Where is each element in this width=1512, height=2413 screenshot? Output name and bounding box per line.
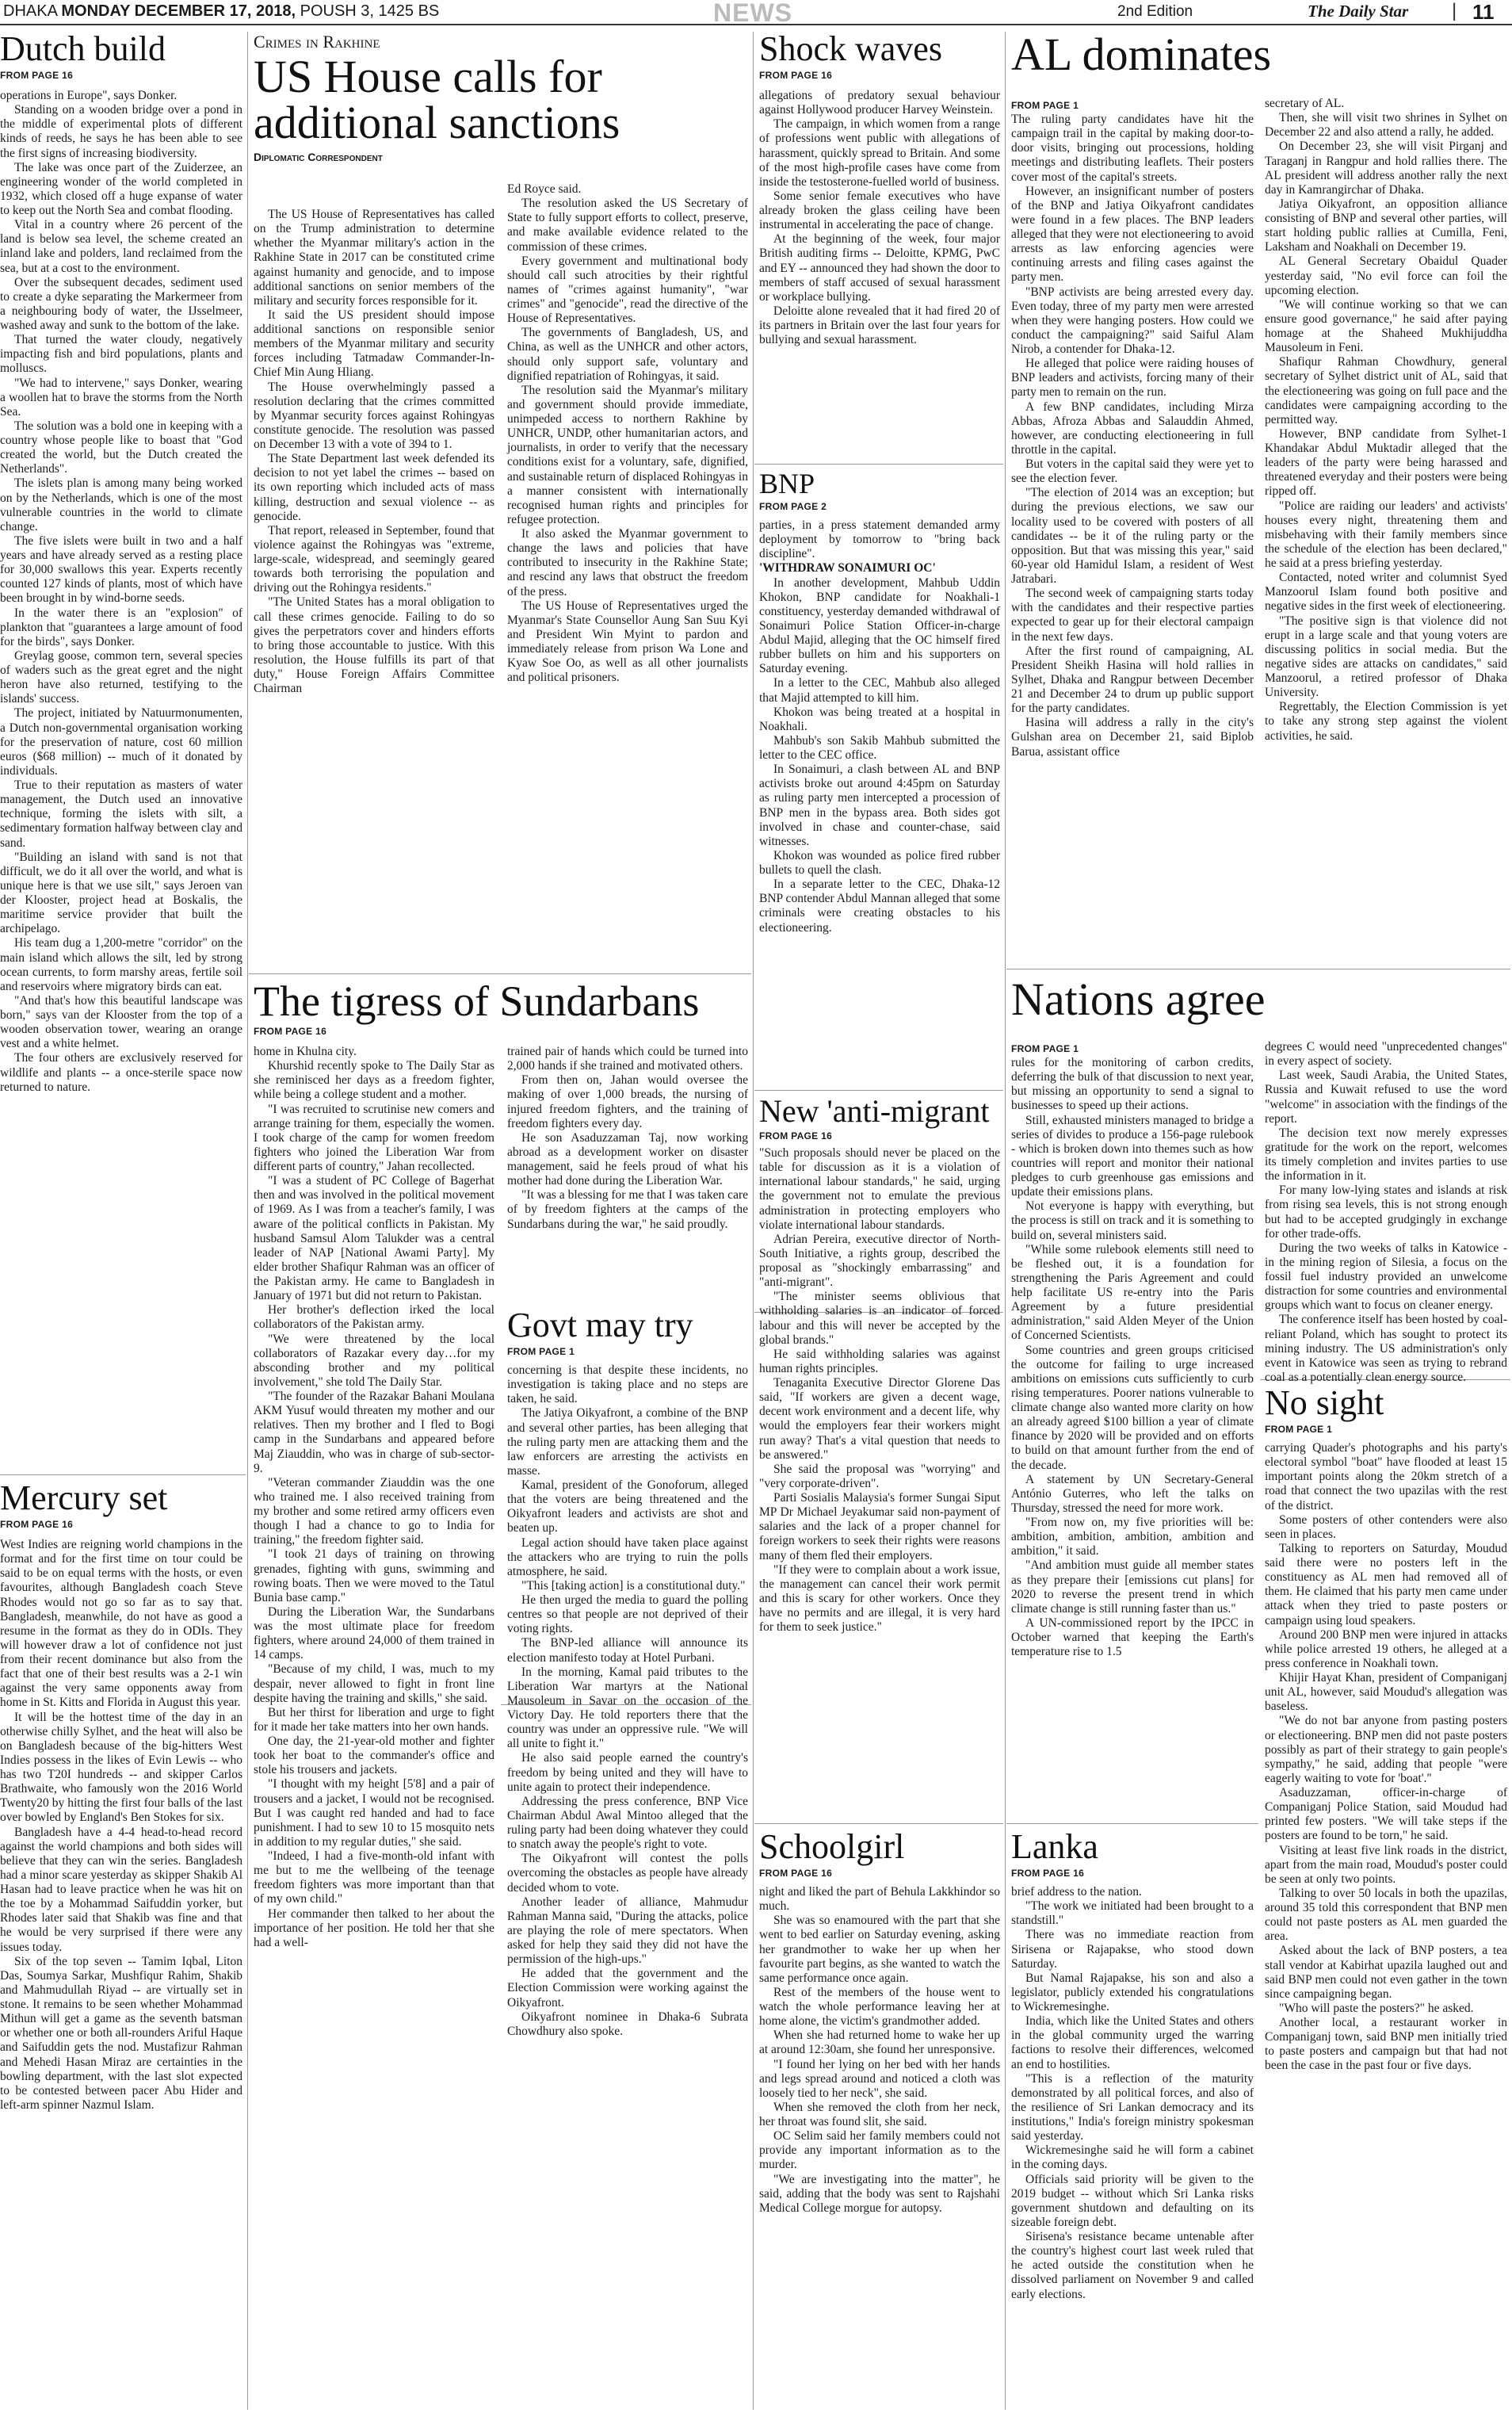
paragraph: However, an insignificant number of posters of the BNP and Jatiya Oikyafront candidates were found in a few places. The BNP leaders alleged that they were not electioneering to avoid arrests as law enforcing agencies were continuing arrests and filing cases against the party men. — [1011, 184, 1254, 285]
paragraph: "The work we initiated had been brought to a standstill." — [1011, 1899, 1254, 1928]
story-divider — [754, 464, 1003, 465]
paragraph: "The election of 2014 was an exception; but during the previous elections, we saw our locality used to be covered with posters of all candidates -- be it of the ruling party or the opposition. But that was missing this year," said 60-year old Hamidul Islam, a resident of West Jatrabari. — [1011, 486, 1254, 587]
paragraph: The ruling party candidates have hit the campaign trail in the capital by making door-to-door visits, bringing out processions, holding meetings and distributing leaflets. Their posters cover most of the capital's streets. — [1011, 113, 1254, 184]
paragraph: OC Selim said her family members could not provide any important information as to the murder. — [759, 2129, 1000, 2172]
paragraph: carrying Quader's photographs and his party's electoral symbol "boat" have flooded at least 15 important points along the 20km stretch of a road that connect the two upazilas with the rest of the district. — [1265, 1441, 1507, 1512]
paragraph: The islets plan is among many being worked on by the Netherlands, which is one of the most vulnerable countries in the world to climate change. — [0, 476, 242, 533]
paragraph: Shafiqur Rahman Chowdhury, general secretary of Sylhet district unit of AL, said that the electioneering was going on full pace and the candidates were campaigning according to the permitted way. — [1265, 355, 1507, 426]
paragraph: A UN-commissioned report by the IPCC in October warned that keeping the Earth's temperature rise to 1.5 — [1011, 1616, 1254, 1659]
paragraph: West Indies are reigning world champions in the format and for the first time on tour could be said to be on equal terms with the hosts, or even favourites, although Bangladesh coach Steve Rhodes would not go so far as to say that. Bangladesh, meanwhile, do not have as good a resume in the format as they do in ODIs. They will however draw a lot of confidence not just from their recent dominance but also from the fact that one of their best results was a 2-1 win against the very same opponents away from home in St. Kitts and Florida in August this year. — [0, 1538, 242, 1710]
story-divider — [754, 1823, 1003, 1824]
paragraph: In Sonaimuri, a clash between AL and BNP activists broke out around 4:45pm on Saturday as ruling party men intercepted a procession of BNP men in the bypass area. Both sides got involved in chase and counter-chase, said witnesses. — [759, 763, 1000, 848]
article-body-col-2 — [1265, 1040, 1507, 1384]
paragraph: During the Liberation War, the Sundarbans was the most ultimate place for freedom fighters, where around 24,000 of them trained in 14 camps. — [254, 1604, 494, 1662]
paragraph: The Jatiya Oikyafront, a combine of the BNP and several other parties, has been alleging that the ruling party men are attacking them and the law enforcers are arresting the activists en masse. — [507, 1406, 748, 1478]
paragraph: Not everyone is happy with everything, but the process is still on track and it is something to build on, several ministers said. — [1011, 1199, 1254, 1242]
story-us-house — [254, 32, 750, 967]
paragraph: Khokon was wounded as police fired rubber bullets to quell the clash. — [759, 848, 1000, 877]
dateline — [3, 2, 439, 21]
headline: Mercury set — [0, 1478, 168, 1517]
paragraph: The solution was a bold one in keeping with a country whose people like to boast that "God created the world, but the Dutch created the Netherlands". — [0, 419, 242, 476]
paragraph: "I was recruited to scrutinise new comers and arrange training for them, especially the women. I took charge of the camp for women freedom fighters who joined the Liberation War from different parts of country," Jahan recollected. — [254, 1102, 494, 1173]
paragraph: concerning is that despite these incidents, no investigation is taking place and no steps are taken, he said. — [507, 1363, 748, 1406]
paragraph: Her commander then talked to her about the importance of her position. He told her that she had a well- — [254, 1906, 494, 1949]
paragraph: night and liked the part of Behula Lakkhindor so much. — [759, 1885, 1000, 1914]
byline: Diplomatic Correspondent — [254, 151, 383, 163]
paragraph: He son Asaduzzaman Taj, now working abroad as a development worker on disaster management, said he feels proud of what his mother had done during the Liberation War. — [507, 1130, 748, 1188]
paragraph: One day, the 21-year-old mother and fighter took her boat to the commander's office and stole his trousers and jackets. — [254, 1734, 494, 1777]
paragraph: Still, exhausted ministers managed to bridge a series of divides to produce a 156-page rulebook - which is broken down into themes such as how countries will report and monitor their national pledges to curb greenhouse gas emissions and update their emissions plans. — [1011, 1113, 1254, 1199]
paragraph: Khijir Hayat Khan, president of Companiganj unit AL, however, said Moudud's allegation was baseless. — [1265, 1671, 1507, 1714]
paragraph: The decision text now merely expresses gratitude for the work on the report, welcomes its timely completion and invites parties to use the information in it. — [1265, 1126, 1507, 1184]
paragraph: "This is a reflection of the maturity demonstrated by all political forces, and also of the resilience of Sri Lankan democracy and its institutions," India's foreign ministry spokesman said yesterday. — [1011, 2071, 1254, 2143]
paragraph: "I thought with my height [5'8] and a pair of trousers and a jacket, I would not be recognised. But I was caught red handed and had to face punishment. I had to sew 10 to 15 mosquito nets in addition to my regular duties," she said. — [254, 1777, 494, 1849]
story-mercury-set — [0, 1478, 244, 2410]
article-body — [0, 89, 242, 1468]
paragraph: He alleged that police were raiding houses of BNP leaders and activists, forcing many of their party men to remain on the run. — [1011, 357, 1254, 400]
paragraph: degrees C would need "unprecedented changes" in every aspect of society. — [1265, 1040, 1507, 1069]
paragraph: The US House of Representatives has called on the Trump administration to determine whether the Myanmar military's action in the Rakhine State in 2017 can be constituted crime against humanity and genocide, and to impose additional sanctions on senior members of the military and security forces responsible for it. — [254, 208, 494, 308]
article-body-col-1 — [1011, 1040, 1254, 1817]
paragraph: "And ambition must guide all member states as they prepare their [emissions cut plans] for 2020 to reverse the present trend in which climate change is still running faster than us." — [1011, 1558, 1254, 1616]
jump-line: FROM PAGE 16 — [759, 1868, 833, 1879]
article-body-col-2 — [1265, 97, 1507, 962]
paragraph: "The founder of the Razakar Bahani Moulana AKM Yusuf would threaten my mother and our relatives. Then my brother and I fled to Bogi camp in the Sundarbans and appeared before Maj Ziauddin, who was in charge of sub-sector-9. — [254, 1390, 494, 1475]
paragraph: The four others are exclusively reserved for wildlife and plants -- a once-sterile space now returned to nature. — [0, 1051, 242, 1094]
paragraph: Rest of the members of the house went to watch the whole performance leaving her at home alone, the victim's grandmother added. — [759, 1985, 1000, 2029]
paragraph: Another leader of alliance, Mahmudur Rahman Manna said, "During the attacks, police are playing the role of mere spectators. When asked for help they said they did not have the permission of the high-ups." — [507, 1895, 748, 1967]
paragraph: "Who will paste the posters?" he asked. — [1279, 2001, 1474, 2015]
paragraph: The resolution asked the US Secretary of State to fully support efforts to collect, preserve, and make available evidence related to the commission of these crimes. — [507, 197, 748, 254]
section-label: NEWS — [713, 0, 792, 27]
article-body — [0, 1538, 242, 2408]
story-bnp — [759, 469, 1002, 1086]
story-al-dominates — [1011, 29, 1510, 964]
paragraph: The campaign, in which women from a range of professions went public with allegations of harassment, quickly spread to Britain. And some of the most high-profile cases have come from inside the testosterone-fuelled world of business. — [759, 117, 1000, 189]
paragraph: When she had returned home to wake her up at around 12:30am, she found her unresponsive. — [759, 2029, 1000, 2057]
paragraph: But her thirst for liberation and urge to fight for it made her take matters into her own hands. — [254, 1705, 494, 1734]
paragraph: "This [taking action] is a constitutional duty." — [521, 1578, 746, 1593]
paragraph: He said withholding salaries was against human rights principles. — [759, 1347, 1000, 1375]
paragraph: The resolution said the Myanmar's military and government should provide immediate, unimpeded access to northern Rakhine by UNHCR, UNDP, other humanitarian actors, and journalists, in order to verify that the necessary conditions exist for a voluntary, safe, dignified, and sustainable return of displaced Rohingyas in a manner consistent with internationally recognised human rights and principles for refugee protection. — [507, 383, 748, 526]
paragraph: Mahbub's son Sakib Mahbub submitted the letter to the CEC office. — [759, 733, 1000, 762]
paragraph: Greylag goose, common tern, several species of waders such as the great egret and the night heron have also returned, testifying to the islands' success. — [0, 648, 242, 706]
paragraph: Talking to over 50 locals in both the upazilas, around 35 told this correspondent that BNP men could not paste posters as AL men guarded the area. — [1265, 1886, 1507, 1944]
paragraph: In the morning, Kamal paid tributes to the Liberation War martyrs at the National Mausoleum in Savar on the occasion of the Victory Day. He told reporters there that the country was under an oppressive rule. "We will all unite to fight it." — [507, 1665, 748, 1751]
paragraph: The conference itself has been hosted by coal-reliant Poland, which has sought to protect its mining industry. The US administration's only event in Katowice was seen as trying to rebrand coal as a potentially clean energy source. — [1265, 1313, 1507, 1384]
paragraph: parties, in a press statement demanded army deployment by tomorrow to "bring back discipline". — [759, 518, 1000, 561]
paragraph: Ed Royce said. — [507, 182, 582, 196]
edition-label: 2nd Edition — [1117, 3, 1193, 20]
dateline-date: MONDAY DECEMBER 17, 2018, — [61, 2, 296, 20]
story-govt-may-try — [507, 1308, 750, 2410]
page-header — [0, 0, 1512, 25]
paragraph: brief address to the nation. — [1011, 1885, 1142, 1899]
headline: AL dominates — [1011, 29, 1272, 80]
headline: Nations agree — [1011, 973, 1266, 1025]
paragraph: The House overwhelmingly passed a resolution declaring that the crimes committed by Myanmar security forces against Rohingyas constitute genocide. The resolution was passed on December 13 with a vote of 394 to 1. — [254, 380, 494, 451]
article-body — [1265, 1441, 1507, 2408]
paragraph: home in Khulna city. — [254, 1045, 357, 1058]
paragraph: Over the subsequent decades, sediment used to create a dyke separating the Markermeer from a neighbouring body of water, the IJsselmeer, washed away and sunk to the bottom of the lake. — [0, 275, 242, 332]
paragraph: True to their reputation as masters of water management, the Dutch used an innovative technique, forming the islets with silt, a sedimentary formation halfway between clay and sand. — [0, 778, 243, 850]
paragraph: It said the US president should impose additional sanctions on responsible senior members of the Myanmar military and security forces including Tatmadaw Commander-In-Chief Min Aung Hliang. — [254, 308, 494, 380]
paragraph: He then urged the media to guard the polling centres so that people are not deprived of their voting rights. — [507, 1593, 748, 1636]
paragraph: "I was a student of PC College of Bagerhat then and was involved in the political movement of 1969. As I was from a teacher's family, I was aware of the political conflicts in Pakistan. My husband Samsul Alom Talukder was a central leader of NAP [National Awami Party]. My elder brother Shafiqur Rahman was an officer of the Pakistan army. He came to Bangladesh in January of 1971 but did not return to Pakistan. — [254, 1174, 494, 1303]
paragraph: "The minister seems oblivious that withholding salaries is an indicator of forced labour and this will never be accepted by the global brands." — [759, 1290, 1000, 1347]
paragraph: It also asked the Myanmar government to change the laws and policies that have contributed to insecurity in the Rakhine State; and rescind any laws that obstruct the freedom of the press. — [507, 527, 748, 598]
headline: The tigress of Sundarbans — [254, 977, 700, 1025]
paragraph: "We will continue working so that we can ensure good governance," he said after paying homage at the Shaheed Mukhijuddha Mausoleum in Feni. — [1265, 297, 1507, 355]
paragraph: From then on, Jahan would oversee the making of over 1,000 breads, the nursing of injured freedom fighters, and the training of freedom fighters every day. — [507, 1073, 748, 1130]
paragraph: Another local, a restaurant worker in Companiganj town, said BNP men initially tried to paste posters and campaign but that had not been the case in the past four or five days. — [1265, 2016, 1507, 2073]
paragraph: Every government and multinational body should call such atrocities by their rightful names of "crimes against humanity", "war crimes" and "genocide", read the directive of the House of Representatives. — [507, 254, 748, 326]
story-dutch-build — [0, 29, 244, 1470]
paragraph: "From now on, my five priorities will be: ambition, ambition, ambition, ambition and ambition," it said. — [1011, 1516, 1254, 1558]
paragraph: It will be the hottest time of the day in an otherwise chilly Sylhet, and the heat will also be on Bangladesh because of the big-hitters West Indies possess in the likes of Evin Lewis -- who has two T20I hundreds -- and skipper Carlos Brathwaite, who famously won the 2016 World Twenty20 by hitting the first four balls of the last over bowled by England's Ben Stokes for six. — [0, 1710, 242, 1825]
story-divider — [754, 1090, 1003, 1091]
paragraph: Sirisena's resistance became untenable after the country's highest court last week ruled that he acted outside the constitution when he dissolved parliament on November 9 and called early elections. — [1011, 2230, 1254, 2301]
jump-line: FROM PAGE 16 — [1011, 1868, 1085, 1879]
headline: No sight — [1265, 1383, 1384, 1422]
paragraph: "While some rulebook elements still need to be fleshed out, it is a foundation for strengthening the Paris Agreement and could help facilitate US re-entry into the Paris Agreement by a future presidential administration," said Alden Meyer of the Union of Concerned Scientists. — [1011, 1242, 1254, 1343]
jump-line: FROM PAGE 2 — [759, 501, 827, 512]
paragraph: A few BNP candidates, including Mirza Abbas, Afroza Abbas and Salauddin Ahmed, however, are conducting electioneering in full throttle in the capital. — [1011, 400, 1254, 457]
paragraph: Addressing the press conference, BNP Vice Chairman Abdul Awal Mintoo alleged that the ruling party had been doing whatever they could to snatch away the people's right to vote. — [507, 1794, 748, 1852]
headline: Shock waves — [759, 29, 942, 68]
paragraph: "Veteran commander Ziauddin was the one who trained me. I also received training from my brother and some retired army officers even though I had a chance to go to India for training," the freedom fighter said. — [254, 1475, 494, 1547]
paragraph: Wickremesinghe said he will form a cabinet in the coming days. — [1011, 2143, 1254, 2172]
subhead: 'WITHDRAW SONAIMURI OC' — [759, 561, 936, 576]
paragraph: That turned the water cloudy, negatively impacting fish and bird populations, plants and molluscs. — [0, 333, 242, 376]
jump-line: FROM PAGE 1 — [507, 1346, 575, 1357]
paragraph: In a letter to the CEC, Mahbub also alleged that Majid attempted to kill him. — [759, 676, 1000, 705]
paragraph: On December 23, she will visit Pirganj and Taraganj in Rangpur and hold rallies there. The AL president will address another rally the next day in Kamrangirchar of Dhaka. — [1265, 140, 1507, 197]
paragraph: allegations of predatory sexual behaviour against Hollywood producer Harvey Weinstein. — [759, 89, 1000, 117]
paragraph: The second week of campaigning starts today with the candidates and their respective parties expected to gear up for their electoral campaign in the next few days. — [1011, 587, 1254, 644]
paragraph: Her brother's deflection irked the local collaborators of the Pakistan army. — [254, 1303, 494, 1332]
paragraph: Talking to reporters on Saturday, Moudud said there were no posters left in the constituency as AL men had removed all of them. He claimed that his party men came under attack when they tried to paste posters or campaign using loud speakers. — [1265, 1541, 1507, 1627]
jump-line: FROM PAGE 16 — [0, 70, 74, 81]
paragraph: Some countries and green groups criticised the outcome for failing to urge increased ambitions on emissions cuts sufficiently to curb rising temperatures. Poorer nations vulnerable to climate change also wanted more clarity on how an already agreed $100 billion a year of climate finance by 2020 will be provided and on efforts to build on that amount further from the end of the decade. — [1011, 1343, 1254, 1472]
article-body — [759, 1885, 1000, 2408]
paragraph: He added that the government and the Election Commission were working against the Oikyafront. — [507, 1967, 748, 2010]
paragraph: AL General Secretary Obaidul Quader yesterday said, "No evil force can foil the upcoming election. — [1265, 254, 1507, 297]
paragraph: Asked about the lack of BNP posters, a tea stall vendor at Kabirhat upazila laughed out and said BNP men could not even gather in the town since campaigning began. — [1265, 1944, 1507, 2001]
paragraph: Then, she will visit two shrines in Sylhet on December 22 and also attend a rally, he added. — [1265, 111, 1507, 140]
paragraph: The State Department last week defended its decision to not yet label the crimes -- based on its own reporting which included acts of mass killing, destruction and sexual violence -- as genocide. — [254, 452, 494, 523]
paragraph: Oikyafront nominee in Dhaka-6 Subrata Chowdhury also spoke. — [507, 2010, 748, 2038]
paragraph: She said the proposal was "worrying" and "very corporate-driven". — [759, 1462, 1000, 1490]
story-shock-waves — [759, 29, 1002, 460]
paragraph: "I found her lying on her bed with her hands and legs spread around and noticed a cloth was loosely tied to her neck", she said. — [759, 2057, 1000, 2100]
column-rule — [247, 32, 248, 2410]
paragraph: "Building an island with sand is not that difficult, we do it all over the world, and what is unique here is that we use silt," says Jeroen van der Klooster, project head at Boskalis, the maritime service provider that built the archipelago. — [0, 850, 242, 936]
jump-line: FROM PAGE 16 — [254, 1026, 327, 1037]
paragraph: "We had to intervene," says Donker, wearing a woollen hat to brave the storms from the North Sea. — [0, 376, 242, 419]
kicker: Crimes in Rakhine — [254, 32, 380, 52]
paragraph: "Because of my child, I was, much to my despair, never allowed to fight in front line despite having the training and skills," she said. — [254, 1662, 494, 1705]
paragraph: operations in Europe", says Donker. — [0, 89, 178, 102]
paragraph: He also said people earned the country's freedom by being united and they will have to unite again to protect their independence. — [507, 1751, 748, 1794]
paragraph: "And that's how this beautiful landscape was born," says van der Klooster from the top of a wooden observation tower, wearing an orange vest and a white helmet. — [0, 993, 242, 1051]
paragraph: "Indeed, I had a five-month-old infant with me but to me the wellbeing of the teenage freedom fighters was more important than that of my own child." — [254, 1849, 494, 1906]
column-rule — [753, 32, 754, 2410]
article-body — [759, 518, 1000, 1084]
paragraph: "We do not bar anyone from pasting posters or electioneering. BNP men did not paste posters possibly as part of their strategy to gain people's sympathy," he said, adding that people "were eagerly waiting to vote for 'boat'." — [1265, 1714, 1507, 1785]
paragraph: Around 200 BNP men were injured in attacks while police arrested 19 others, he alleged at a press conference in Noakhali town. — [1265, 1627, 1507, 1670]
masthead: The Daily Star — [1308, 2, 1409, 21]
article-body — [1011, 1885, 1254, 2408]
paragraph: Some senior female executives who have already broken the glass ceiling have been instrumental in accelerating the pace of change. — [759, 189, 1000, 232]
jump-line: FROM PAGE 1 — [1011, 100, 1079, 111]
paragraph: Khokon was being treated at a hospital in Noakhali. — [759, 705, 1000, 733]
jump-line: FROM PAGE 1 — [1011, 1043, 1079, 1054]
story-schoolgirl — [759, 1827, 1002, 2410]
paragraph: Tenaganita Executive Director Glorene Das said, "If workers are given a decent wage, decent work environment and a decent life, why would the employers fear their workers might run away? That's a vital question that needs to be answered." — [759, 1376, 1000, 1462]
paragraph: That report, released in September, found that violence against the Rohingyas was "extreme, large-scale, widespread, and seemingly geared towards both terrorising the population and driving out the Rohingya residents." — [254, 523, 494, 595]
article-body — [759, 89, 1000, 458]
paragraph: "It was a blessing for me that I was taken care of by freedom fighters at the camps of the Sundarbans during the war," he said proudly. — [507, 1188, 748, 1231]
jump-line: FROM PAGE 16 — [759, 70, 833, 81]
jump-line: FROM PAGE 16 — [0, 1519, 74, 1530]
paragraph: Standing on a wooden bridge over a pond in the middle of experimental plots of different kinds of reeds, he says he has been able to see the first signs of increasing biodiversity. — [0, 103, 242, 160]
paragraph: Officials said priority will be given to the 2019 budget -- without which Sri Lanka risks government shutdown and defaulting on its sizeable foreign debt. — [1011, 2172, 1254, 2229]
article-body-col-1 — [1011, 97, 1254, 962]
paragraph: "Such proposals should never be placed on the table for discussion as it is a violation of international labour standards," he said, urging the government not to emulate the previous administration in protecting employers who violate international labour standards. — [759, 1146, 1000, 1232]
article-body-col-1 — [254, 208, 494, 965]
paragraph: Khurshid recently spoke to The Daily Star as she reminisced her days as a freedom fighter, while being a college student and a mother. — [254, 1059, 494, 1102]
paragraph: Contacted, noted writer and columnist Syed Manzoorul Islam found both positive and negative sides in the first week of electioneering. — [1265, 571, 1507, 614]
paragraph: His team dug a 1,200-metre "corridor" on the main island which allows the silt, led by strong ocean currents, to form marshy areas, fertile soil and reservoirs where migratory birds can eat. — [0, 936, 242, 993]
article-body-col-1 — [254, 1045, 494, 2408]
paragraph: At the beginning of the week, four major British auditing firms -- Deloitte, KPMG, PwC and EY -- announced they had shown the door to members of staff accused of sexual harassment or workplace bullying. — [759, 232, 1000, 304]
paragraph: The lake was once part of the Zuiderzee, an engineering wonder of the world completed in 1932, which closed off a huge expanse of water to keep out the North Sea and combat flooding. — [0, 160, 242, 217]
paragraph: The Oikyafront will contest the polls overcoming the obstacles as people have already decided whom to vote. — [507, 1852, 748, 1895]
jump-line: FROM PAGE 1 — [1265, 1424, 1333, 1435]
story-divider — [0, 1474, 246, 1475]
paragraph: "We were threatened by the local collaborators of Razakar every day…for my absconding brother and my political involvement," she told The Daily Star. — [254, 1332, 494, 1389]
paragraph: Parti Sosialis Malaysia's former Sungai Siput MP Dr Michael Jeyakumar said non-payment of salaries and the lack of a proper channel for foreign workers to seek their rights were reasons many of them fled their employers. — [759, 1491, 1000, 1562]
paragraph: "I took 21 days of training on throwing grenades, fighting with guns, swimming and rowing boats. Then we were moved to the Tatul Bunia base camp." — [254, 1547, 494, 1604]
dateline-city: DHAKA — [3, 2, 57, 20]
paragraph: However, BNP candidate from Sylhet-1 Khandakar Abdul Muktadir alleged that the leaders of the party were being harassed and threatened everyday and their posters were being ripped off. — [1265, 426, 1507, 499]
paragraph: "The positive sign is that violence did not erupt in a large scale and that young voters are discussing politics in social media. But the negative sides are attacks on candidates," said Manzoorul, a retired professor of Dhaka University. — [1265, 614, 1507, 700]
article-body — [507, 1363, 748, 2408]
page-number: 11 — [1472, 0, 1495, 24]
story-divider — [249, 973, 751, 974]
paragraph: Adrian Pereira, executive director of North-South Initiative, a rights group, described the proposal as "shockingly embarrassing" and "anti-migrant". — [759, 1232, 1000, 1290]
headline: BNP — [759, 468, 815, 499]
story-no-sight — [1265, 1383, 1510, 2410]
paragraph: A statement by UN Secretary-General António Guterres, who left the talks on Thursday, stressed the need for more work. — [1011, 1472, 1254, 1515]
paragraph: In another development, Mahbub Uddin Khokon, BNP candidate for Noakhali-1 constituency, yesterday demanded withdrawal of Sonaimuri Police Station Officer-in-charge Abdul Majid, alleging that the OC himself fired rubber bullets on him and his supporters on Saturday evening. — [759, 576, 1000, 676]
paragraph: "BNP activists are being arrested every day. Even today, three of my party men were arrested when they were hanging posters. How could we conduct the campaigning?" said Saiful Alam Nirob, a contender for Dhaka-12. — [1011, 285, 1254, 357]
paragraph: But voters in the capital said they were yet to see the election fever. — [1011, 457, 1254, 486]
paragraph: In a separate letter to the CEC, Dhaka-12 BNP contender Abdul Mannan alleged that some criminals were creating obstacles to his electioneering. — [759, 878, 1000, 935]
headline: Schoolgirl — [759, 1827, 905, 1866]
article-body-col-2 — [507, 182, 748, 965]
paragraph: Regrettably, the Election Commission is yet to take any strong step against the violent activities, he said. — [1265, 700, 1507, 743]
paragraph: There was no immediate reaction from Sirisena or Rajapakse, who stood down Saturday. — [1011, 1928, 1254, 1971]
story-lanka — [1011, 1827, 1257, 2410]
paragraph: Hasina will address a rally in the city's Gulshan area on December 21, said Biplob Barua, assistant office — [1011, 716, 1254, 759]
paragraph: Deloitte alone revealed that it had fired 20 of its partners in Britain over the last four years for bullying and sexual harassment. — [759, 304, 1000, 347]
headline: New 'anti-migrant — [759, 1093, 990, 1129]
paragraph: Six of the top seven -- Tamim Iqbal, Liton Das, Soumya Sarkar, Mushfiqur Rahim, Shakib and Mahmudullah Riyad -- are virtually set in stone. It remains to be seen whether Mohammad Mithun will get a game as the seventh batsman or whether one or both all-rounders Ariful Haque and Saifuddin gets the nod. Mustafizur Rahman and Mehedi Hasan Miraz are certainties in the bowling department, with the last slot expected to be contested between pacer Abu Hider and left-arm spinner Nazmul Islam. — [0, 1954, 242, 2112]
paragraph: The US House of Representatives urged the Myanmar's State Counsellor Aung San Suu Kyi and President Win Myint to pardon and immediately release from prison Wa Lone and Kyaw Soe Oo, as well as all other journalists and political prisoners. — [507, 598, 748, 685]
jump-line: FROM PAGE 16 — [759, 1130, 833, 1141]
headline: Dutch build — [0, 29, 166, 68]
paragraph: The project, initiated by Natuurmonumenten, a Dutch non-governmental organisation working for the preservation of nature, cost 60 million euros ($68 million) -- much of it donated by individuals. — [0, 706, 242, 778]
paragraph: For many low-lying states and islands at risk from rising sea levels, this is not strong enough but had to be accepted grudgingly in exchange for other trade-offs. — [1265, 1184, 1507, 1241]
dateline-bangla-date: POUSH 3, 1425 BS — [300, 2, 440, 20]
headline: Lanka — [1011, 1827, 1098, 1866]
paragraph: After the first round of campaigning, AL President Sheikh Hasina will hold rallies in Sylhet, Dhaka and Rangpur between December 21 and December 24 to drum up public support for the party candidates. — [1011, 644, 1254, 716]
story-new-anti-migrant — [759, 1093, 1002, 1818]
paragraph: Some posters of other contenders were also seen in places. — [1265, 1512, 1507, 1541]
paragraph: secretary of AL. — [1265, 97, 1345, 110]
paragraph: Jatiya Oikyafront, an opposition alliance consisting of BNP and several other parties, will start holding public rallies at Cumilla, Feni, Laksham and Noakhali on December 19. — [1265, 197, 1507, 254]
paragraph: "If they were to complain about a work issue, the management can cancel their work permit and this is scary for other workers. Once they have no permits and are illegal, it is very hard for them to seek justice." — [759, 1562, 1000, 1635]
paragraph: Visiting at least five link roads in the district, apart from the main road, Moudud's poster could be seen at only two points. — [1265, 1843, 1507, 1886]
paragraph: In the water there is an "explosion" of plankton that "guarantees a large amount of food for the birds", says Donker. — [0, 606, 242, 648]
paragraph: "We are investigating into the matter", he said, adding that the body was sent to Rajshahi Medical College morgue for autopsy. — [759, 2172, 1000, 2215]
paragraph: Legal action should have taken place against the attackers who are trying to ruin the polls atmosphere, he said. — [507, 1535, 748, 1578]
paragraph: "The United States has a moral obligation to call these crimes genocide. Failing to do so gives the perpetrators cover and hinders efforts to bring those accountable to justice. With this resolution, the House fulfills its part of that duty," House Foreign Affairs Committee Chairman — [254, 595, 494, 696]
paragraph: trained pair of hands which could be turned into 2,000 hands if she trained and motivated others. — [507, 1045, 748, 1073]
paragraph: Asaduzzaman, officer-in-charge of Companiganj Police Station, said Moudud had printed few posters. "We will take steps if the posters are found to be torn," he said. — [1265, 1786, 1507, 1843]
paragraph: But Namal Rajapakse, his son and also a legislator, publicly extended his congratulations to Wickremesinghe. — [1011, 1971, 1254, 2013]
headline: Govt may try — [507, 1306, 693, 1344]
paragraph: The BNP-led alliance will announce its election manifesto today at Hotel Purbani. — [507, 1636, 748, 1665]
paragraph: rules for the monitoring of carbon credits, deferring the bulk of that discussion to next year, but missing an opportunity to send a signal to businesses to speed up their actions. — [1011, 1056, 1254, 1113]
paragraph: When she removed the cloth from her neck, her throat was found slit, she said. — [759, 2100, 1000, 2128]
paragraph: India, which like the United States and others in the global community urged the warring factions to resolve their differences, welcomed an end to hostilities. — [1011, 2014, 1254, 2071]
paragraph: Vital in a country where 26 percent of the land is below sea level, the scheme created an inland lake and polders, land reclaimed from the sea, but at a cost to the environment. — [0, 218, 242, 275]
header-separator: | — [1452, 0, 1457, 21]
paragraph: Last week, Saudi Arabia, the United States, Russia and Kuwait refused to use the word "welcome" in association with the findings of the report. — [1265, 1069, 1507, 1126]
paragraph: She was so enamoured with the part that she went to bed earlier on Saturday evening, asking her grandmother to wake her up when her favourite part begins, as she wanted to watch the same performance once again. — [759, 1914, 1000, 1985]
paragraph: "Police are raiding our leaders' and activists' houses every night, threatening them and misbehaving with their family members since the schedule of the election has been declared," he said at a press briefing yesterday. — [1265, 499, 1507, 570]
headline: US House calls for additional sanctions — [254, 51, 620, 148]
column-rule — [1005, 32, 1006, 2410]
paragraph: During the two weeks of talks in Katowice - in the mining region of Silesia, a focus on the fossil fuel industry provided an unwelcome distraction for some countries and environmental groups which want to focus on cleaner energy. — [1265, 1241, 1507, 1313]
paragraph: The governments of Bangladesh, US, and China, as well as the UNHCR and other actors, should only support safe, voluntary and dignified repatriation of Rohingyas, it said. — [507, 326, 748, 383]
paragraph: The five islets were built in two and a half years and have already served as a resting place for 30,000 swallows this year. Experts recently counted 127 kinds of plants, most of which have been brought in by wind-borne seeds. — [0, 533, 242, 606]
paragraph: Kamal, president of the Gonoforum, alleged that the voters are being threatened and the Oikyafront leaders and activists are shot and beaten up. — [507, 1478, 748, 1535]
article-body — [759, 1146, 1000, 1817]
paragraph: Bangladesh have a 4-4 head-to-head record against the world champions and both sides will believe that they can win the series. Bangladesh had a minor scare yesterday as skipper Shakib Al Hasan had to leave practice when he was hit on the toe by a Mohammad Saifuddin yorker, but Rhodes later said that Shakib was fine and that he would be very surprised if there were any issues today. — [0, 1825, 242, 1954]
story-divider — [1006, 1823, 1258, 1824]
